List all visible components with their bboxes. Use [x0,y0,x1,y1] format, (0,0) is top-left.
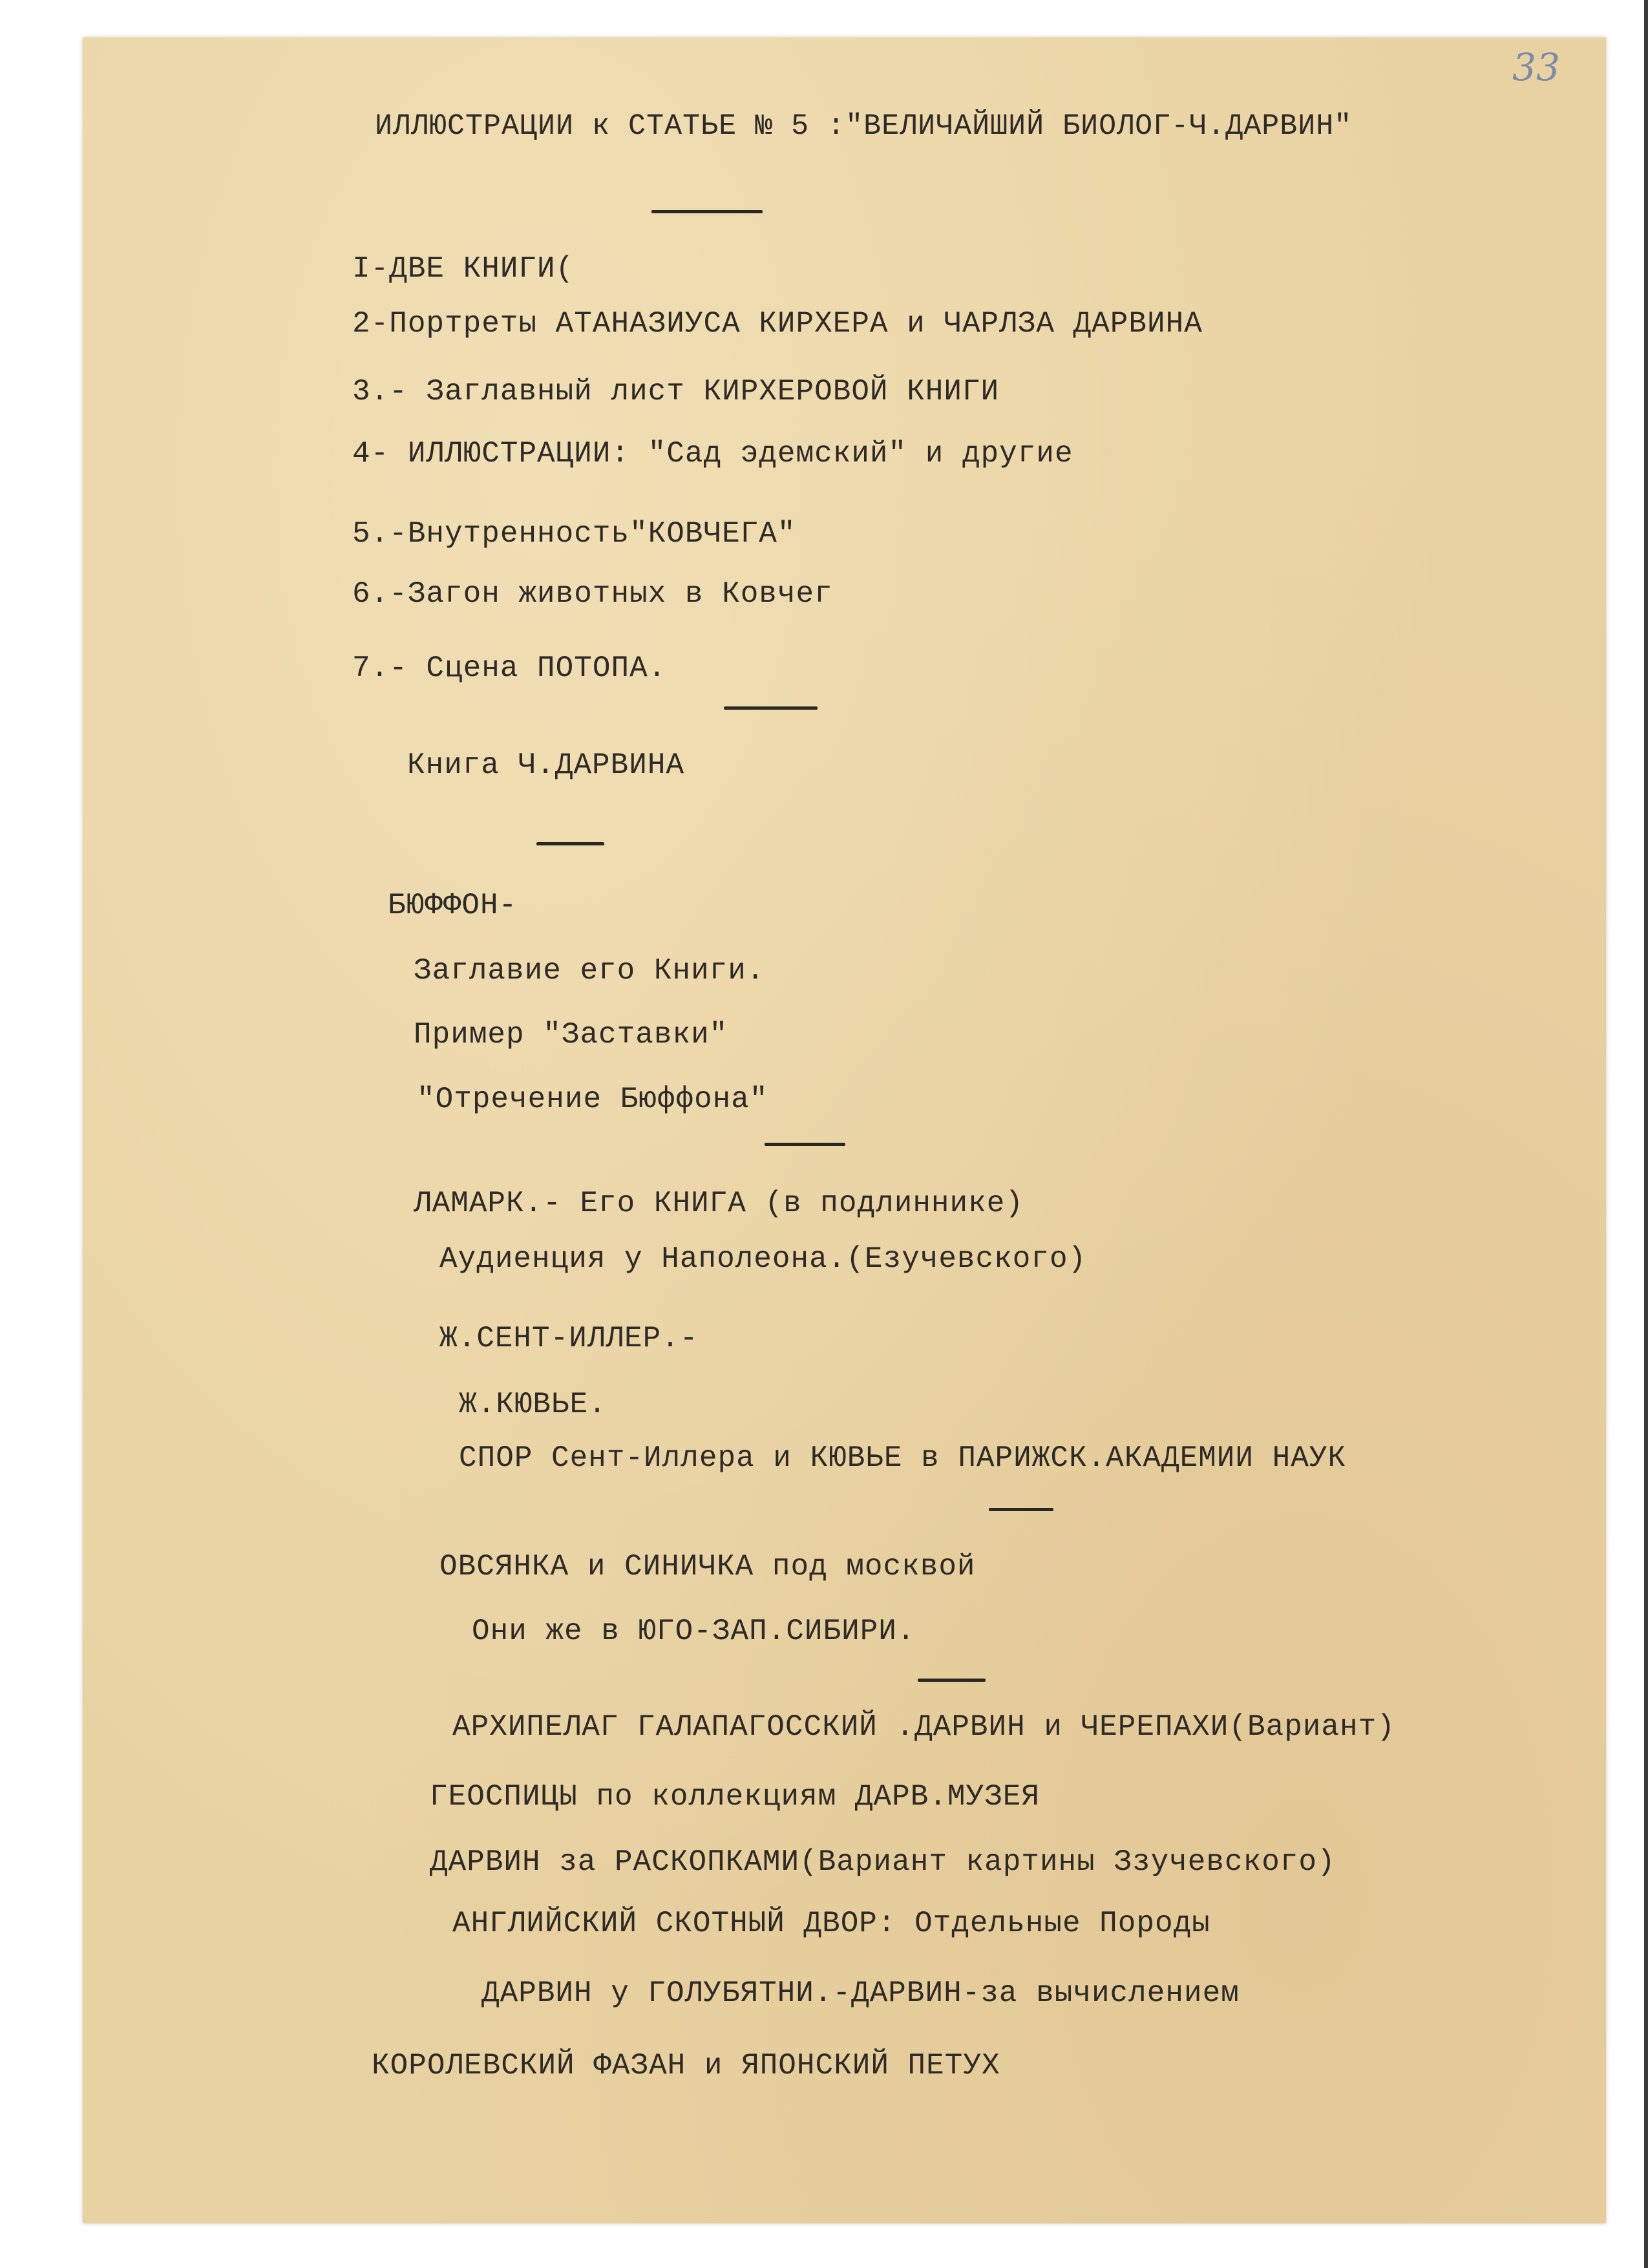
document-title: ИЛЛЮСТРАЦИИ к СТАТЬЕ № 5 :"ВЕЛИЧАЙШИЙ БИОЛОГ-Ч.ДАРВИН" [375,110,1353,143]
list-item: Ж.СЕНТ-ИЛЛЕР.- [439,1322,699,1355]
list-item: ОВСЯНКА и СИНИЧКА под москвой [439,1550,976,1584]
list-item: 6.-Загон животных в Ковчег [352,577,833,611]
list-item: 4- ИЛЛЮСТРАЦИИ: "Сад эдемский" и другие [352,437,1073,471]
list-item: 3.- Заглавный лист КИРХЕРОВОЙ КНИГИ [352,375,1000,408]
list-item: ДАРВИН у ГОЛУБЯТНИ.-ДАРВИН-за вычислением [481,1977,1240,2010]
document-page [83,37,1606,2223]
list-item: АНГЛИЙСКИЙ СКОТНЫЙ ДВОР: Отдельные Породы [452,1907,1210,1940]
separator [724,706,818,710]
list-item: АРХИПЕЛАГ ГАЛАПАГОССКИЙ .ДАРВИН и ЧЕРЕПАХИ(Вариант) [452,1710,1395,1744]
separator [918,1679,986,1682]
list-item: Ж.КЮВЬЕ. [459,1388,607,1421]
page-number: 33 [1512,45,1560,89]
section-heading: Книга Ч.ДАРВИНА [407,748,685,782]
list-item: I-ДВЕ КНИГИ( [352,252,575,286]
list-item: Они же в ЮГО-ЗАП.СИБИРИ. [472,1615,916,1648]
list-item: Аудиенция у Наполеона.(Езучевского) [439,1242,1087,1276]
list-item: "Отречение Бюффона" [417,1083,768,1116]
list-item: 7.- Сцена ПОТОПА. [352,652,667,685]
separator [989,1508,1053,1511]
list-item: 2-Портреты АТАНАЗИУСА КИРХЕРА и ЧАРЛЗА ДАРВИНА [352,307,1203,341]
list-item: Пример "Заставки" [414,1018,728,1052]
list-item: ДАРВИН за РАСКОПКАМИ(Вариант картины Ззучевского) [430,1845,1336,1879]
section-heading: ЛАМАРК.- Его КНИГА (в подлиннике) [414,1187,1024,1220]
list-item: ГЕОСПИЦЫ по коллекциям ДАРВ.МУЗЕЯ [430,1780,1040,1814]
section-heading: БЮФФОН- [388,889,518,922]
list-item: 5.-Внутренность"КОВЧЕГА" [352,517,796,551]
separator [651,210,763,213]
separator [765,1143,845,1146]
list-item: СПОР Сент-Иллера и КЮВЬЕ в ПАРИЖСК.АКАДЕМИИ НАУК [459,1441,1347,1475]
list-item: КОРОЛЕВСКИЙ ФАЗАН и ЯПОНСКИЙ ПЕТУХ [372,2049,1000,2083]
scan-edge [1644,0,1648,2268]
separator [536,842,604,845]
list-item: Заглавие его Книги. [414,954,765,988]
